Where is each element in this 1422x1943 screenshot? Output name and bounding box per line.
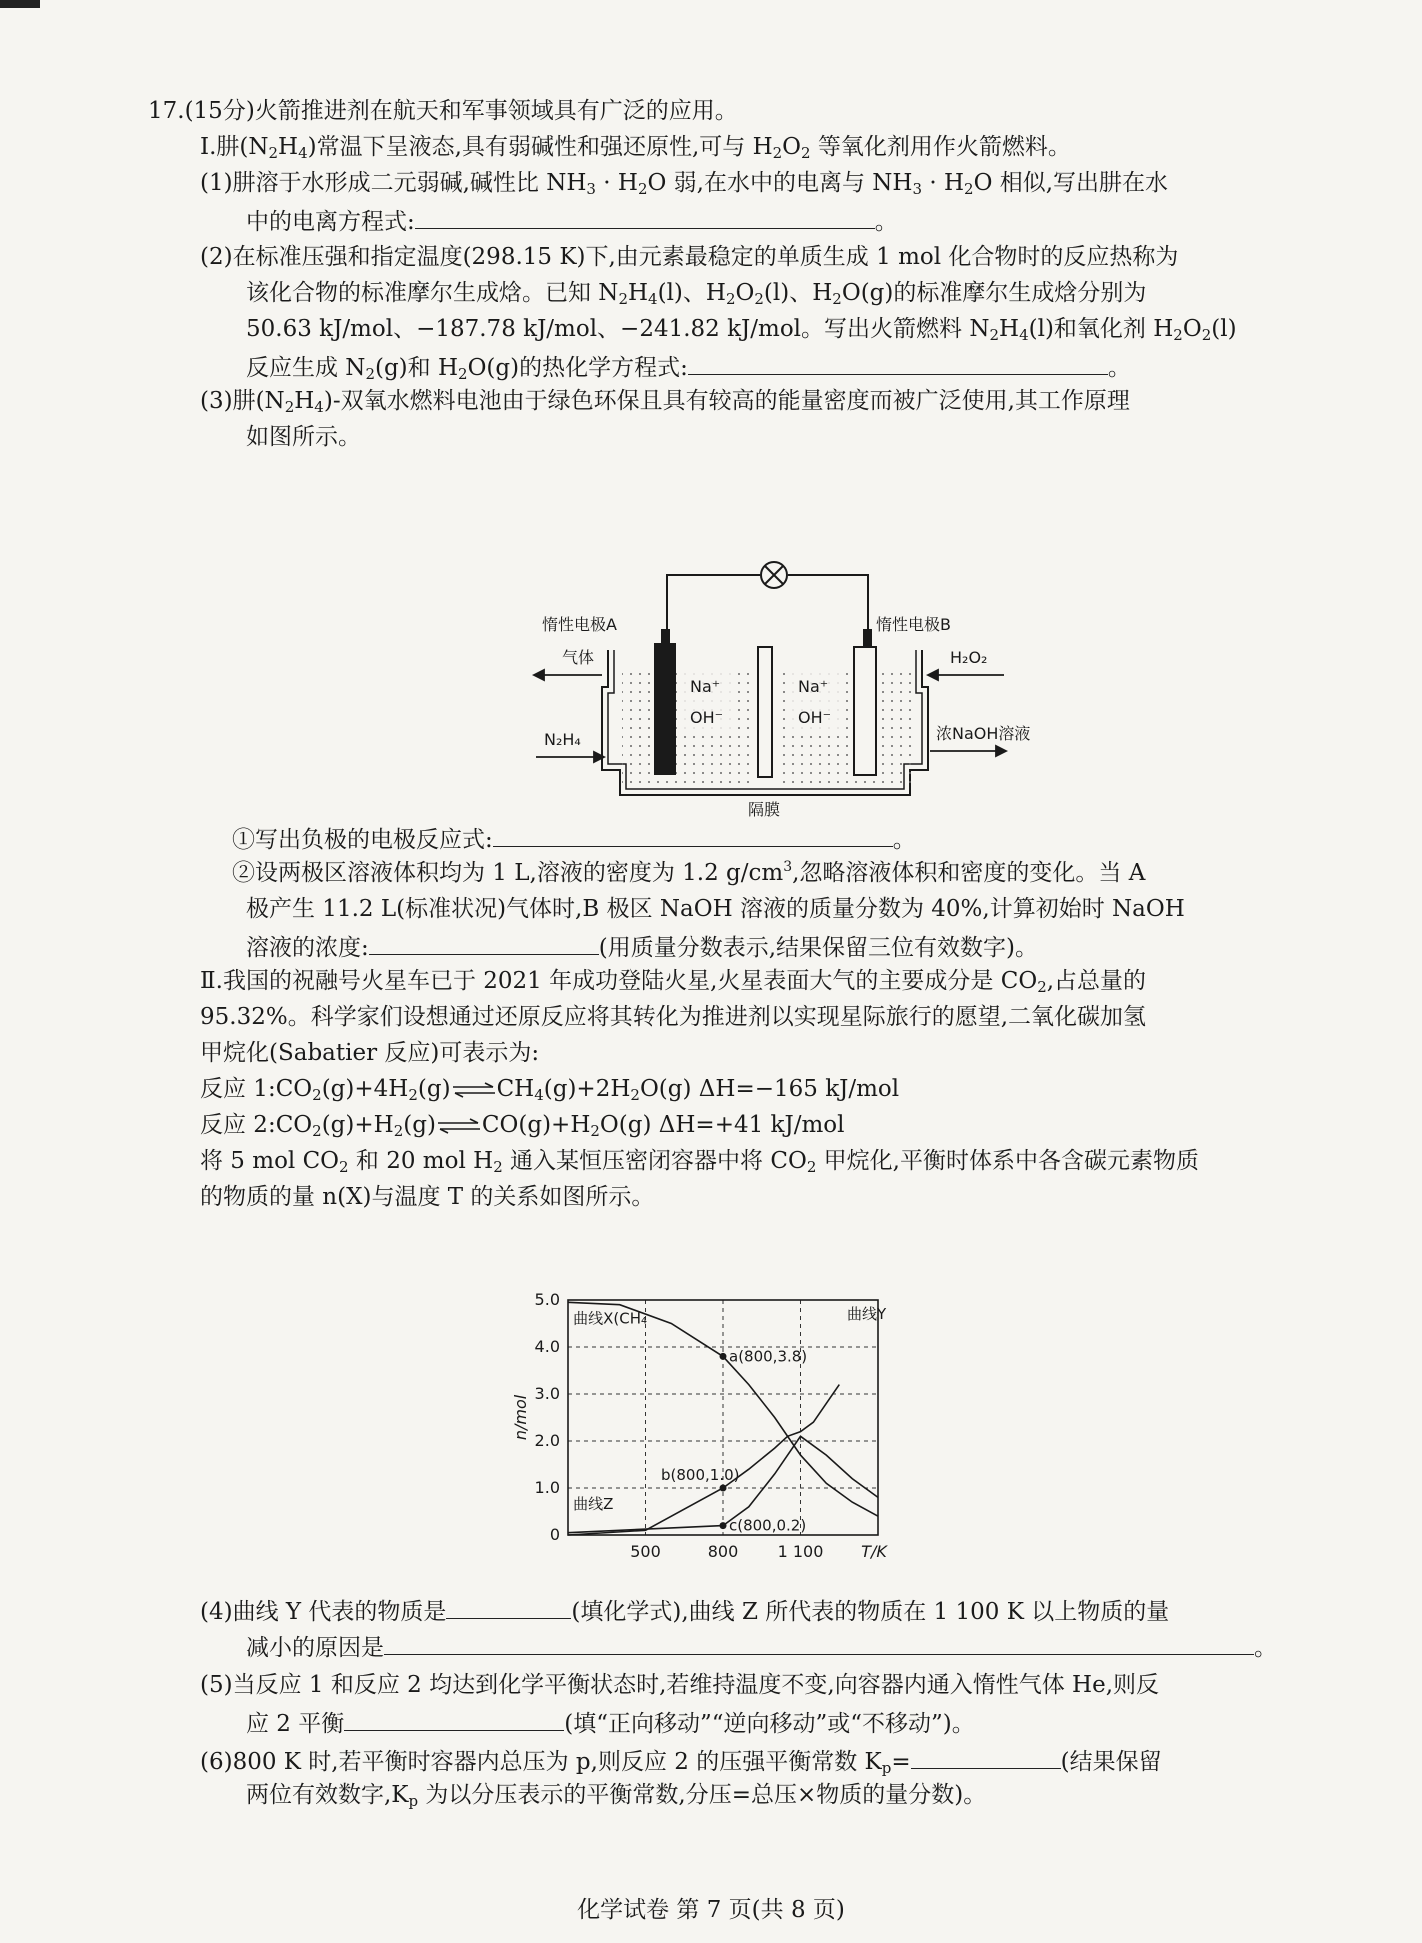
- x-tick-label: 1 100: [777, 1542, 824, 1561]
- y-tick-label: 2.0: [534, 1431, 560, 1450]
- q3-2-text-1: ②设两极区溶液体积均为 1 L,溶液的密度为 1.2 $g/cm^3$,忽略溶液体积和密度的变化。当 A: [232, 859, 1146, 886]
- q3-text-1: (3)肼$(N_2H_4)-$双氧水燃料电池由于绿色环保且具有较高的能量密度而被广泛使用,其工作原理: [200, 388, 1130, 416]
- electrode-a: [654, 643, 676, 775]
- scan-corner-mark: [0, 0, 40, 8]
- q3-2-text-2: 极产生 11.2 L(标准状况)气体时,B 极区 NaOH 溶液的质量分数为 40%,计算初始时 NaOH: [246, 896, 1185, 922]
- q5-text-2: 应 2 平衡 (填“正向移动”“逆向移动”或“不移动”)。: [246, 1704, 1362, 1741]
- fuel-cell-diagram: [530, 555, 1031, 819]
- ion-label-oh-left: OH⁻: [690, 708, 724, 727]
- q1-text: (1)肼溶于水形成二元弱碱,碱性比 $NH_3 \cdot H_2O$ 弱,在水中的电离与 $NH_3 \cdot H_2O$ 相似,写出肼在水: [200, 170, 1169, 198]
- y-tick-label: 1.0: [534, 1478, 560, 1497]
- oxidant-in-label: H₂O₂: [950, 648, 988, 667]
- y-tick-label: 3.0: [534, 1384, 560, 1403]
- reaction-1: 反应 $1:CO_2(g)+4H_2(g)$ $CH_4(g)+2H_2O(g)$ ΔH=−165 kJ/mol: [200, 1076, 900, 1104]
- q2-answer-line: 反应生成 $N_2(g)$和 $H_2O(g)$的热化学方程式: 。: [246, 348, 1362, 385]
- q3-2-answer-blank[interactable]: [369, 928, 599, 955]
- data-point: [720, 1485, 727, 1492]
- part-two-setup-1: 将 5 mol $CO_2$ 和 20 mol $H_2$ 通入某恒压密闭容器中将 $CO_2$ 甲烷化,平衡时体系中各含碳元素物质: [200, 1148, 1199, 1176]
- electrode-b-label: 惰性电极B: [876, 615, 951, 634]
- equilibrium-chart: [511, 1290, 1020, 1580]
- q6-answer-blank[interactable]: [911, 1742, 1061, 1769]
- series-label-y: 曲线Y: [847, 1304, 887, 1323]
- part-one-intro: Ⅰ.肼$(N_2H_4)$常温下呈液态,具有弱碱性和强还原性,可与 $H_2O_2$ 等氧化剂用作火箭燃料。: [200, 134, 1071, 162]
- data-point: [720, 1353, 727, 1360]
- page-footer: 化学试卷 第 7 页(共 8 页): [577, 1897, 845, 1923]
- reaction-2: 反应 $2:CO_2(g)+H_2(g)$ $CO(g)+H_2O(g)$ ΔH=+41 kJ/mol: [200, 1112, 845, 1140]
- part-two-setup-2: 的物质的量 n(X)与温度 T 的关系如图所示。: [200, 1184, 655, 1210]
- q4-formula-blank[interactable]: [446, 1592, 571, 1619]
- equilibrium-arrow-icon: [451, 1083, 497, 1097]
- part-two-intro-3: 甲烷化(Sabatier 反应)可表示为:: [200, 1040, 540, 1066]
- ion-label-na-left: Na⁺: [690, 677, 721, 696]
- q1-answer-line: 中的电离方程式: 。: [246, 202, 1362, 239]
- q3-2-answer-line: 溶液的浓度: (用质量分数表示,结果保留三位有效数字)。: [246, 928, 1362, 965]
- q4-text-1: (4)曲线 Y 代表的物质是 (填化学式),曲线 Z 所代表的物质在 1 100 K 以上物质的量: [200, 1592, 1362, 1629]
- q4-reason-blank[interactable]: [384, 1628, 1254, 1655]
- x-tick-label: 500: [630, 1542, 661, 1561]
- part-two-intro-2: 95.32%。科学家们设想通过还原反应将其转化为推进剂以实现星际旅行的愿望,二氧化碳加氢: [200, 1004, 1147, 1030]
- external-circuit-wire: [667, 575, 868, 633]
- data-point-label: c(800,0.2): [729, 1516, 807, 1535]
- q3-text-2: 如图所示。: [246, 424, 361, 450]
- q3-1-line: ①写出负极的电极反应式: 。: [232, 820, 1362, 857]
- y-tick-label: 4.0: [534, 1337, 560, 1356]
- q2-text-1: (2)在标准压强和指定温度(298.15 K)下,由元素最稳定的单质生成 1 mol 化合物时的反应热称为: [200, 244, 1179, 270]
- fuel-in-label: N₂H₄: [544, 730, 581, 749]
- ion-label-oh-right: OH⁻: [798, 708, 832, 727]
- q1-answer-blank[interactable]: [415, 202, 875, 229]
- part-two-intro-1: Ⅱ.我国的祝融号火星车已于 2021 年成功登陆火星,火星表面大气的主要成分是 $CO_2$,占总量的: [200, 968, 1147, 996]
- y-axis-label: n/mol: [511, 1394, 530, 1441]
- data-point-label: b(800,1.0): [661, 1466, 740, 1484]
- gas-out-label: 气体: [562, 648, 595, 667]
- x-tick-label: 800: [707, 1542, 739, 1561]
- q6-text-1: (6)800 K 时,若平衡时容器内总压为 p,则反应 2 的压强平衡常数 $K_p=$ (结果保留: [200, 1742, 1362, 1779]
- data-point-label: a(800,3.8): [729, 1347, 808, 1366]
- lamp-icon: [761, 562, 787, 588]
- y-tick-label: 5.0: [534, 1290, 560, 1309]
- question-title: 17.(15分)火箭推进剂在航天和军事领域具有广泛的应用。: [148, 98, 738, 124]
- q6-text-2: 两位有效数字$,K_p$ 为以分压表示的平衡常数,分压=总压×物质的量分数)。: [246, 1782, 987, 1810]
- q5-text-1: (5)当反应 1 和反应 2 均达到化学平衡状态时,若维持温度不变,向容器内通入惰性气体 He,则反: [200, 1672, 1160, 1698]
- data-point: [720, 1522, 727, 1529]
- q2-answer-blank[interactable]: [688, 348, 1108, 375]
- separator-membrane: [758, 647, 772, 777]
- ion-label-na-right: Na⁺: [798, 677, 829, 696]
- q3-1-answer-blank[interactable]: [493, 820, 893, 847]
- membrane-label: 隔膜: [748, 800, 781, 819]
- electrode-a-label: 惰性电极A: [542, 615, 617, 634]
- q2-text-2: 该化合物的标准摩尔生成焓。已知 $N_2H_4(l)$、$H_2O_2(l)$、$H_2O(g)$的标准摩尔生成焓分别为: [246, 280, 1147, 308]
- q5-answer-blank[interactable]: [344, 1704, 564, 1731]
- equilibrium-arrow-icon: [436, 1119, 482, 1133]
- electrode-b: [854, 647, 876, 775]
- naoh-out-label: 浓NaOH溶液: [936, 724, 1031, 743]
- y-tick-label: 0: [549, 1525, 560, 1544]
- x-axis-label: T/K: [861, 1542, 887, 1561]
- series-label-z: 曲线Z: [573, 1495, 614, 1514]
- q4-text-2: 减小的原因是 。: [246, 1628, 1362, 1665]
- q2-text-3: 50.63 kJ/mol、−187.78 kJ/mol、−241.82 kJ/mol。写出火箭燃料 $N_2H_4(l)$和氧化剂 $H_2O_2(l)$: [246, 316, 1237, 344]
- series-label-x: 曲线X(CH₄: [573, 1309, 648, 1328]
